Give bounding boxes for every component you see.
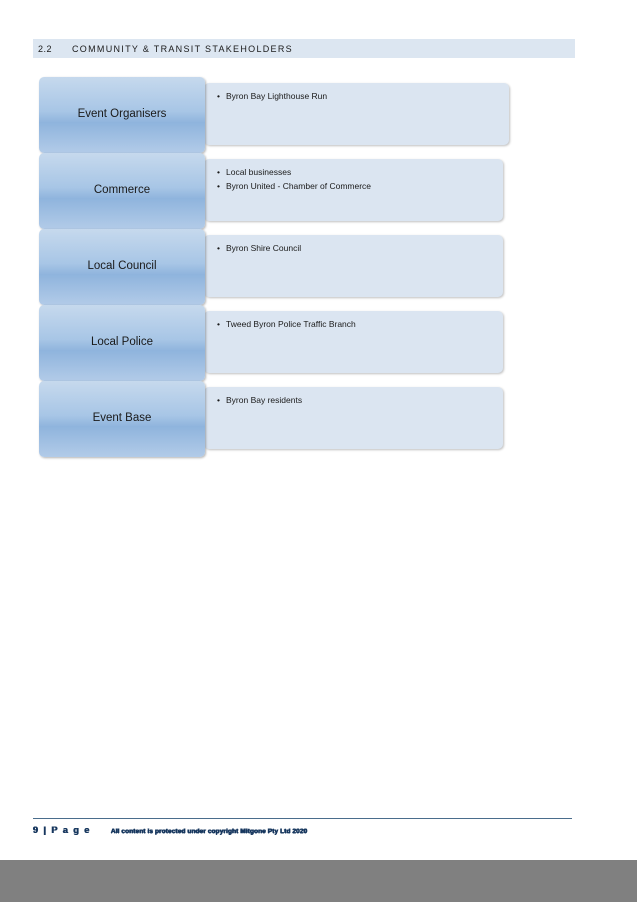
stakeholder-category-box — [39, 381, 205, 457]
stakeholder-category-label: Local Council — [87, 260, 157, 273]
stakeholder-items-box — [204, 387, 503, 449]
stakeholder-items-box — [204, 83, 509, 145]
footer-copyright-note: All content is protected under copyright Mitgone Pty Ltd 2020 — [110, 828, 308, 835]
stakeholder-row — [39, 381, 509, 457]
stakeholder-row — [39, 229, 509, 305]
stakeholder-row — [39, 77, 509, 153]
list-item: • Byron Shire Council — [226, 241, 493, 255]
list-item: • Byron Bay Lighthouse Run — [226, 89, 499, 103]
list-item: • Tweed Byron Police Traffic Branch — [226, 317, 493, 331]
stakeholder-items-box — [204, 235, 503, 297]
stakeholder-category-box — [39, 153, 205, 229]
page-footer — [33, 825, 307, 835]
section-title: COMMUNITY & TRANSIT STAKEHOLDERS — [72, 43, 293, 54]
list-item: • Byron United - Chamber of Commerce — [226, 179, 493, 193]
list-item: • Local businesses — [226, 165, 493, 179]
section-number: 2.2 — [38, 43, 53, 54]
footer-page-number: 9 | P a g e — [33, 825, 91, 835]
section-heading — [33, 39, 575, 58]
stakeholder-category-label: Local Police — [90, 336, 153, 349]
stakeholder-category-label: Event Base — [92, 412, 152, 425]
stakeholder-row — [39, 153, 509, 229]
stakeholder-category-box — [39, 229, 205, 305]
stakeholder-category-box — [39, 77, 205, 153]
stakeholder-category-label: Commerce — [93, 184, 151, 197]
stakeholder-items-box — [204, 159, 503, 221]
stakeholders-diagram — [39, 77, 509, 457]
stakeholder-items-box — [204, 311, 503, 373]
stakeholder-category-label: Event Organisers — [77, 108, 167, 121]
list-item: • Byron Bay residents — [226, 393, 493, 407]
stakeholder-row — [39, 305, 509, 381]
stakeholder-category-box — [39, 305, 205, 381]
footer-divider — [33, 818, 572, 819]
